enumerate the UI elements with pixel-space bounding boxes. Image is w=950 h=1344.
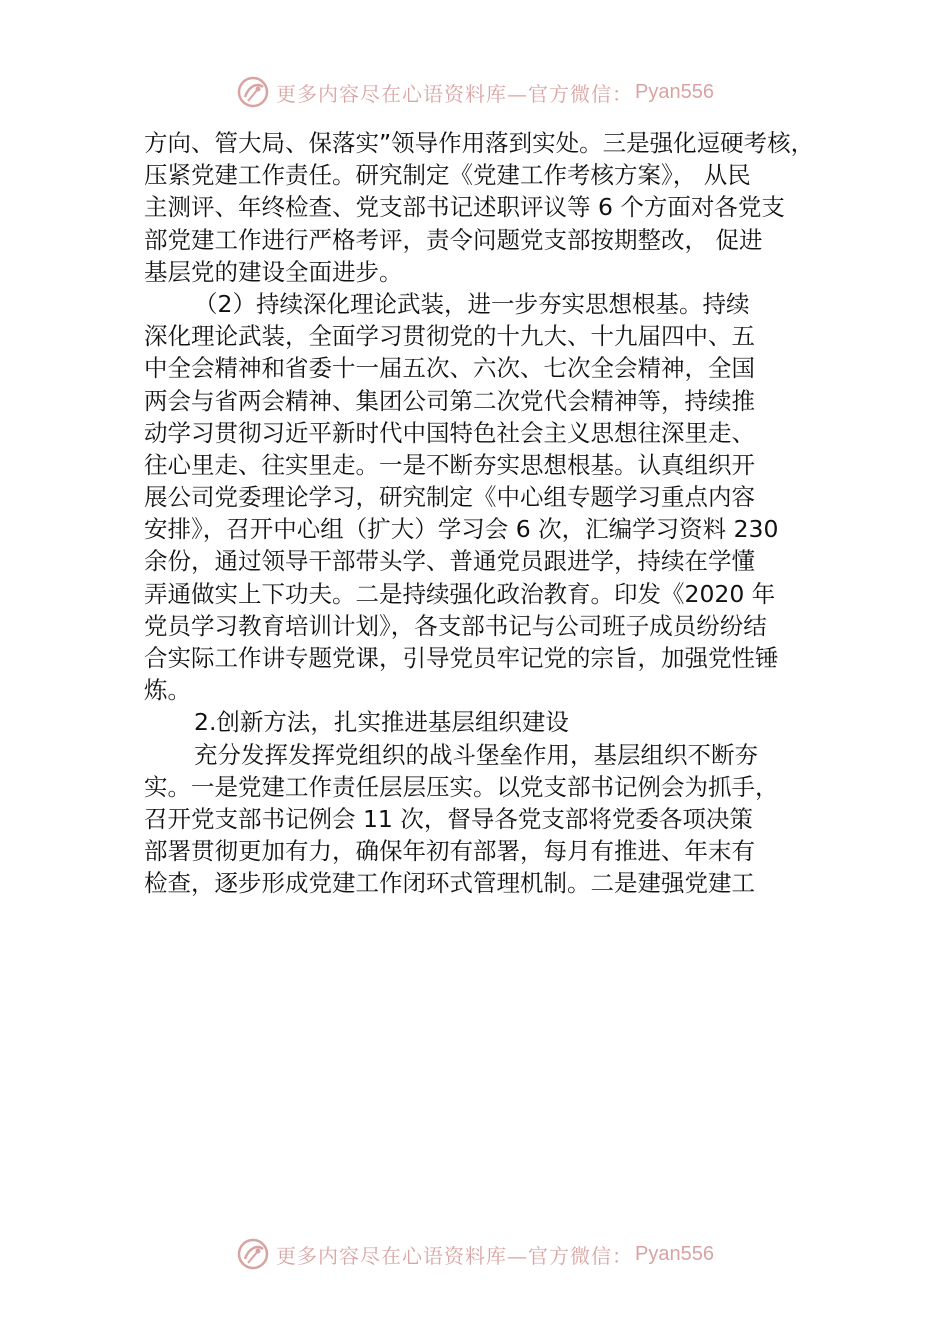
text-line: 实。一是党建工作责任层层压实。以党支部书记例会为抓手， [144, 772, 779, 801]
watermark-text: 更多内容尽在心语资料库—官方微信： [276, 1243, 634, 1268]
text-line: 中全会精神和省委十一届五次、六次、七次全会精神，全国 [144, 354, 755, 383]
text-line: 弄通做实上下功夫。二是持续强化政治教育。印发《2020 年 [144, 579, 776, 608]
text-line: 召开党支部书记例会 11 次，督导各党支部将党委各项决策 [144, 804, 753, 833]
watermark-text: 更多内容尽在心语资料库—官方微信： [276, 81, 634, 106]
document-body [144, 127, 844, 900]
section-heading: 2.创新方法，扎实推进基层组织建设 [194, 708, 569, 737]
watermark-logo-icon [236, 1237, 270, 1271]
watermark-logo-icon [236, 75, 270, 109]
text-line: 展公司党委理论学习，研究制定《中心组专题学习重点内容 [144, 483, 755, 512]
text-line: 合实际工作讲专题党课，引导党员牢记党的宗旨，加强党性锤 [144, 644, 779, 672]
text-line: 党员学习教育培训计划》，各支部书记与公司班子成员纷纷结 [144, 611, 767, 640]
text-line: 部署贯彻更加有力，确保年初有部署，每月有推进、年末有 [144, 837, 755, 866]
header-watermark [0, 72, 950, 112]
text-line: 主测评、年终检查、党支部书记述职评议等 6 个方面对各党支 [144, 193, 785, 222]
text-line: 基层党的建设全面进步。 [144, 257, 403, 286]
text-line: 部党建工作进行严格考评，责令问题党支部按期整改， 促进 [144, 225, 763, 254]
text-line: 检查，逐步形成党建工作闭环式管理机制。二是建强党建工 [144, 869, 755, 898]
text-line: 动学习贯彻习近平新时代中国特色社会主义思想往深里走、 [144, 418, 755, 447]
text-line: 余份，通过领导干部带头学、普通党员跟进学，持续在学懂 [144, 547, 755, 576]
text-line: 充分发挥发挥党组织的战斗堡垒作用，基层组织不断夯 [194, 740, 758, 769]
text-line: 炼。 [144, 676, 191, 705]
text-line: 深化理论武装，全面学习贯彻党的十九大、十九届四中、五 [144, 322, 755, 351]
watermark-wechat-id: Pyan556 [635, 80, 714, 103]
watermark-wechat-id: Pyan556 [635, 1242, 714, 1265]
text-line: 压紧党建工作责任。研究制定《党建工作考核方案》， 从民 [144, 161, 751, 190]
text-line: 两会与省两会精神、集团公司第二次党代会精神等，持续推 [144, 386, 755, 415]
text-line: 方向、管大局、保落实”领导作用落到实处。三是强化逗硬考核， [144, 129, 815, 157]
paragraph-heading: （2）持续深化理论武装，进一步夯实思想根基。持续 [194, 289, 750, 318]
text-line: 往心里走、往实里走。一是不断夯实思想根基。认真组织开 [144, 450, 755, 479]
footer-watermark [0, 1234, 950, 1274]
text-line: 安排》，召开中心组（扩大）学习会 6 次，汇编学习资料 230 [144, 515, 779, 544]
